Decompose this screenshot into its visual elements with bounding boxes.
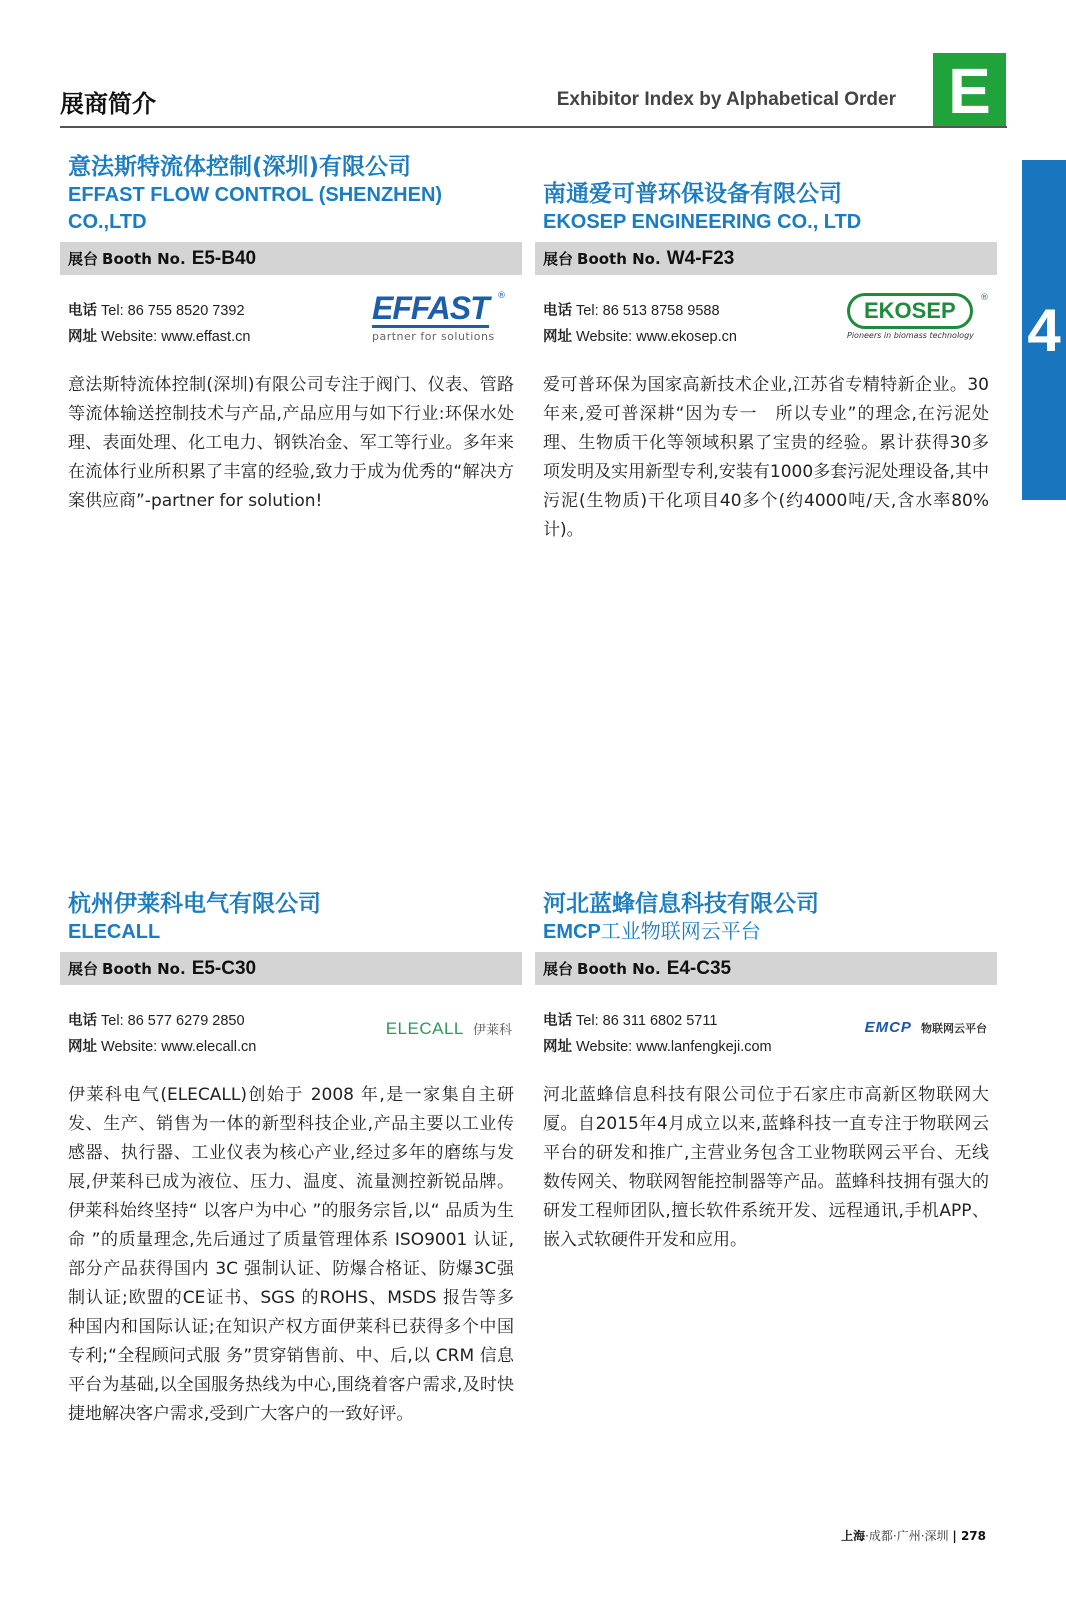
alphabet-letter-tab: E [933,53,1006,128]
website-link[interactable]: www.lanfengkeji.com [636,1039,772,1055]
section-title: 展商简介 [60,90,156,118]
web-label-en: Website: [576,1039,633,1055]
website-line [68,1035,256,1056]
tel-line [543,1009,717,1030]
company-name-en: ELECALL [68,921,161,943]
company-description: 河北蓝蜂信息科技有限公司位于石家庄市高新区物联网大厦。自2015年4月成立以来,蓝蜂科技一直专注于物联网云平台的研发和推广,主营业务包含工业物联网云平台、无线数传网关、物联网智能控制器等产品。蓝蜂科技拥有强大的研发工程师团队,擅长软件系统开发、远程通讯,手机APP、嵌入式软硬件开发和应用。 [543,1085,989,1250]
footer-cities-other: ·成都·广州·深圳 [865,1529,949,1543]
contact-block [535,1007,997,1077]
ekosep-logo-wordmark: EKOSEP [847,293,973,329]
footer-city-main: 上海 [841,1529,866,1543]
emcp-logo-cn: 物联网云平台 [921,1022,987,1035]
booth-number: E5-B40 [191,247,257,269]
effast-logo [372,291,512,351]
web-label-cn: 网址 [543,1039,572,1055]
tel-line [543,299,720,320]
tel-label-cn: 电话 [68,1013,97,1029]
tel-label-cn: 电话 [68,303,97,319]
company-name-en [535,919,997,946]
booth-bar [60,952,522,985]
contact-block [60,1007,522,1077]
exhibitor-card-effast [60,152,522,516]
company-description: 爱可普环保为国家高新技术企业,江苏省专精特新企业。30年来,爱可普深耕“因为专一 所以专业”的理念,在污泥处理、生物质干化等领域积累了宝贵的经验。累计获得30多项发明及实用新型专利,安装有1000多套污泥处理设备,其中污泥(生物质)干化项目40多个(约4000吨/天,含水率80%计)。 [543,375,989,540]
tel-line [68,1009,245,1030]
tel-label-cn: 电话 [543,303,572,319]
ekosep-logo-tagline: Pioneers in biomass technology [847,331,974,340]
tel-label-en: Tel: [101,303,124,319]
tel-value: 86 311 6802 5711 [602,1013,718,1029]
section-number-tab: 4 [1022,160,1066,500]
tel-value: 86 577 6279 2850 [127,1013,245,1029]
web-label-cn: 网址 [543,329,572,345]
company-name-cn: 杭州伊莱科电气有限公司 [68,891,321,917]
index-subtitle: Exhibitor Index by Alphabetical Order [556,89,896,110]
website-line [543,325,737,346]
page-number: 278 [960,1529,986,1543]
emcp-logo [837,1017,987,1047]
header-divider [60,126,1007,128]
exhibitor-card-elecall [60,889,522,1429]
tel-label-en: Tel: [576,1013,599,1029]
booth-label-en: Booth No. [577,249,661,268]
contact-block [535,293,997,367]
registered-mark: ® [980,293,989,303]
booth-label-cn: 展台 [68,960,99,978]
exhibitor-card-emcp [535,889,997,1255]
company-description: 意法斯特流体控制(深圳)有限公司专注于阀门、仪表、管路等流体输送控制技术与产品,产品应用与如下行业:环保水处理、表面处理、化工电力、钢铁冶金、军工等行业。多年来在流体行业所积累了丰富的经验,致力于成为优秀的“解决方案供应商”-partner for solution! [68,375,514,511]
booth-label-cn: 展台 [68,250,99,268]
company-name-cn: 南通爱可普环保设备有限公司 [543,181,842,207]
booth-label-cn: 展台 [543,960,574,978]
tel-label-en: Tel: [101,1013,124,1029]
tel-label-en: Tel: [576,303,599,319]
tel-value: 86 513 8758 9588 [602,303,720,319]
ekosep-logo [847,293,987,353]
elecall-logo-wordmark: ELECALL [385,1019,464,1038]
registered-mark: ® [497,291,506,301]
web-label-cn: 网址 [68,329,97,345]
company-name-cn: 河北蓝蜂信息科技有限公司 [543,891,819,917]
booth-number: E4-C35 [666,957,732,979]
tel-label-cn: 电话 [543,1013,572,1029]
company-description: 伊莱科电气(ELECALL)创始于 2008 年,是一家集自主研发、生产、销售为一体的新型科技企业,产品主要以工业传感器、执行器、工业仪表为核心产业,经过多年的磨练与发展,伊莱科已成为液位、压力、温度、流量测控新锐品牌。伊莱科始终坚持“ 以客户为中心 ”的服务宗旨,以“ 品质为生命 ”的质量理念,先后通过了质量管理体系 ISO9001 认证,部分产品获得国内 3C 强制认证、防爆合格证、防爆3C强制认证;欧盟的CE证书、SGS 的ROHS、MSDS 报告等多 种国内和国际认证;在知识产权方面伊莱科已获得多个中国专利;“全程顾问式服 务”贯穿销售前、中、后,以 CRM 信息平台为基础,以全国服务热线为中心,围绕着客户需求,及时快捷地解决客户需求,受到广大客户的一致好评。 [68,1085,514,1424]
booth-label-en: Booth No. [102,959,186,978]
web-label-cn: 网址 [68,1039,97,1055]
company-name-en-suffix: 工业物联网云平台 [600,921,761,943]
website-link[interactable]: www.effast.cn [161,329,251,345]
company-name-en: EKOSEP ENGINEERING CO., LTD [543,211,862,233]
tel-value: 86 755 8520 7392 [127,303,245,319]
company-name-cn: 意法斯特流体控制(深圳)有限公司 [68,154,412,180]
page-footer: 上海·成都·广州·深圳 | 278 [841,1529,986,1543]
booth-number: W4-F23 [666,247,735,269]
company-name-en-prefix: EMCP [543,921,601,943]
elecall-logo-cn: 伊莱科 [472,1023,512,1038]
booth-bar [535,242,997,275]
website-line [543,1035,772,1056]
booth-bar [535,952,997,985]
emcp-logo-wordmark: EMCP [864,1019,912,1036]
web-label-en: Website: [576,329,633,345]
web-label-en: Website: [101,1039,158,1055]
booth-label-cn: 展台 [543,250,574,268]
web-label-en: Website: [101,329,158,345]
website-link[interactable]: www.ekosep.cn [636,329,737,345]
booth-label-en: Booth No. [102,249,186,268]
effast-logo-wordmark: EFFAST [372,290,489,326]
website-line [68,325,250,346]
effast-logo-tagline: partner for solutions [372,330,495,343]
contact-block [60,290,522,367]
booth-number: E5-C30 [191,957,257,979]
booth-bar [60,242,522,275]
booth-label-en: Booth No. [577,959,661,978]
website-link[interactable]: www.elecall.cn [161,1039,257,1055]
elecall-logo [372,1019,512,1059]
exhibitor-card-ekosep [535,179,997,545]
tel-line [68,299,245,320]
company-name-en: EFFAST FLOW CONTROL (SHENZHEN) CO.,LTD [68,184,443,233]
